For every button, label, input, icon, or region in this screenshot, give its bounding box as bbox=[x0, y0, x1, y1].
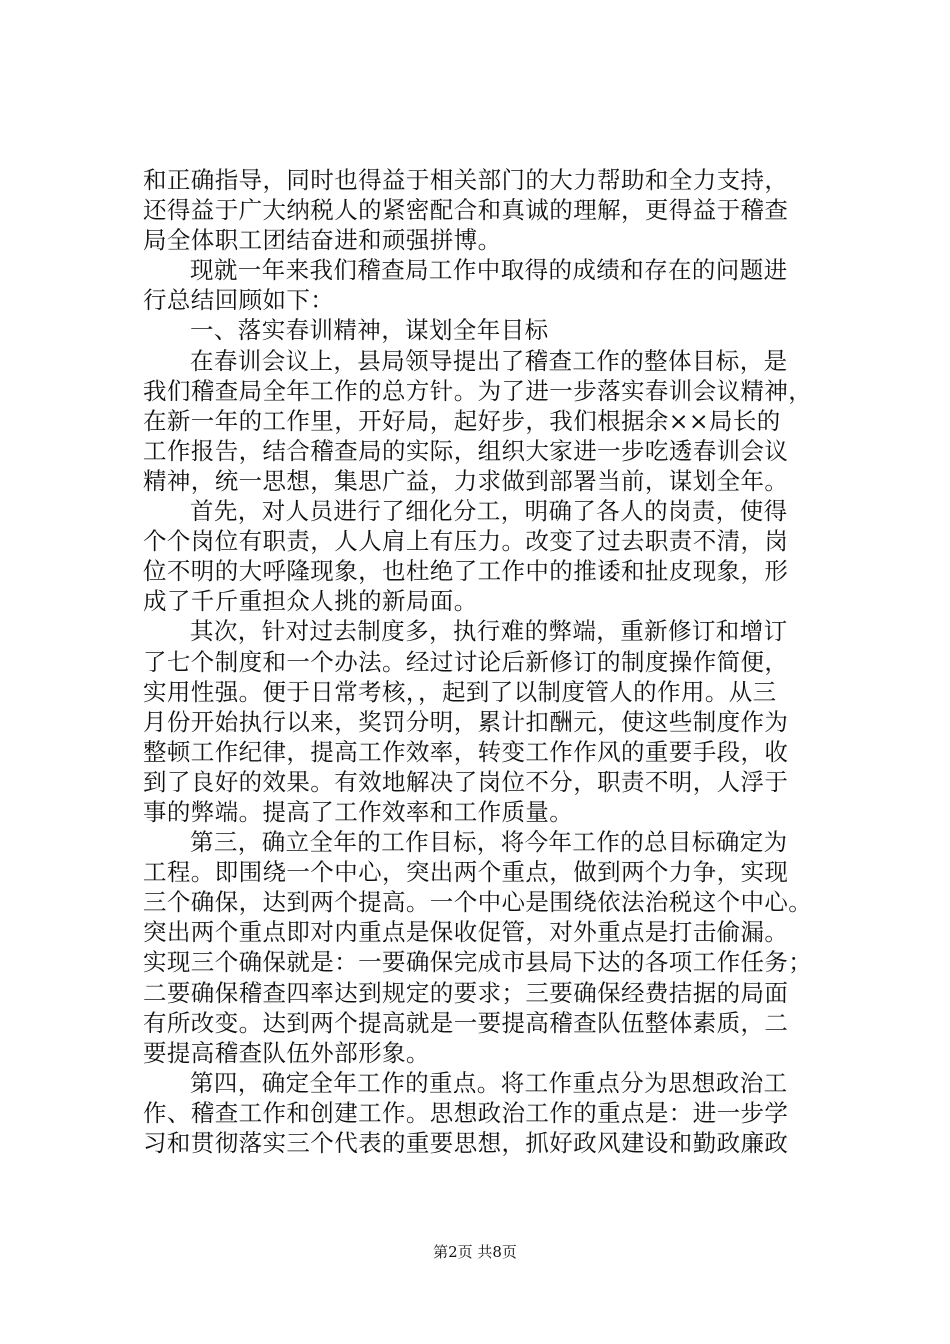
paragraph-start-line: 第四，确定全年工作的重点。将工作重点分为思想政治工 bbox=[190, 1068, 788, 1097]
document-body bbox=[143, 165, 833, 1158]
text-line: 实现三个确保就是：一要确保完成市县局下达的各项工作任务； bbox=[143, 948, 813, 977]
paragraph-start-line: 第三，确立全年的工作目标，将今年工作的总目标确定为 bbox=[190, 828, 788, 857]
paragraph-start-line: 在春训会议上，县局领导提出了稽查工作的整体目标，是 bbox=[190, 346, 788, 375]
text-line: 工作报告，结合稽查局的实际，组织大家进一步吃透春训会议 bbox=[143, 436, 789, 465]
text-line: 了七个制度和一个办法。经过讨论后新修订的制度操作简便， bbox=[143, 647, 789, 676]
text-line: 位不明的大呼隆现象，也杜绝了工作中的推诿和扯皮现象，形 bbox=[143, 557, 789, 586]
text-line: 要提高稽查队伍外部形象。 bbox=[143, 1038, 430, 1067]
text-line: 我们稽查局全年工作的总方针。为了进一步落实春训会议精神， bbox=[143, 376, 813, 405]
section-heading: 一、落实春训精神，谋划全年目标 bbox=[190, 316, 549, 345]
text-line: 三个确保，达到两个提高。一个中心是围绕依法治税这个中心。 bbox=[143, 888, 813, 917]
text-line: 有所改变。达到两个提高就是一要提高稽查队伍整体素质，二 bbox=[143, 1008, 789, 1037]
text-line: 和正确指导，同时也得益于相关部门的大力帮助和全力支持， bbox=[143, 166, 789, 194]
text-line: 事的弊端。提高了工作效率和工作质量。 bbox=[143, 797, 574, 826]
text-line: 习和贯彻落实三个代表的重要思想，抓好政风建设和勤政廉政 bbox=[143, 1129, 789, 1157]
text-line: 整顿工作纪律，提高工作效率，转变工作作风的重要手段，收 bbox=[143, 737, 789, 766]
page-number-label: 第2页 共8页 bbox=[433, 1243, 517, 1261]
paragraph-start-line: 其次，针对过去制度多，执行难的弊端，重新修订和增订 bbox=[190, 617, 788, 646]
text-line: 还得益于广大纳税人的紧密配合和真诚的理解，更得益于稽查 bbox=[143, 196, 789, 225]
text-line: 二要确保稽查四率达到规定的要求；三要确保经费拮据的局面 bbox=[143, 978, 789, 1007]
text-line: 月份开始执行以来，奖罚分明，累计扣酬元，使这些制度作为 bbox=[143, 707, 789, 736]
text-line: 工程。即围绕一个中心，突出两个重点，做到两个力争，实现 bbox=[143, 858, 789, 887]
text-line: 突出两个重点即对内重点是保收促管，对外重点是打击偷漏。 bbox=[143, 918, 789, 947]
text-line: 作、稽查工作和创建工作。思想政治工作的重点是：进一步学 bbox=[143, 1098, 789, 1127]
text-line: 在新一年的工作里，开好局，起好步，我们根据余××局长的 bbox=[143, 406, 781, 435]
text-line: 局全体职工团结奋进和顽强拼博。 bbox=[143, 226, 502, 255]
text-line: 精神，统一思想，集思广益，力求做到部署当前，谋划全年。 bbox=[143, 466, 789, 495]
page-footer bbox=[0, 1242, 950, 1262]
paragraph-start-line: 现就一年来我们稽查局工作中取得的成绩和存在的问题进 bbox=[190, 256, 788, 285]
text-line: 成了千斤重担众人挑的新局面。 bbox=[143, 587, 478, 616]
paragraph-start-line: 首先，对人员进行了细化分工，明确了各人的岗责，使得 bbox=[190, 497, 788, 526]
text-line: 到了良好的效果。有效地解决了岗位不分，职责不明，人浮于 bbox=[143, 767, 789, 796]
text-line: 个个岗位有职责，人人肩上有压力。改变了过去职责不清，岗 bbox=[143, 527, 789, 556]
text-line: 行总结回顾如下： bbox=[143, 286, 335, 315]
text-line: 实用性强。便于日常考核，，起到了以制度管人的作用。从三 bbox=[143, 677, 777, 706]
